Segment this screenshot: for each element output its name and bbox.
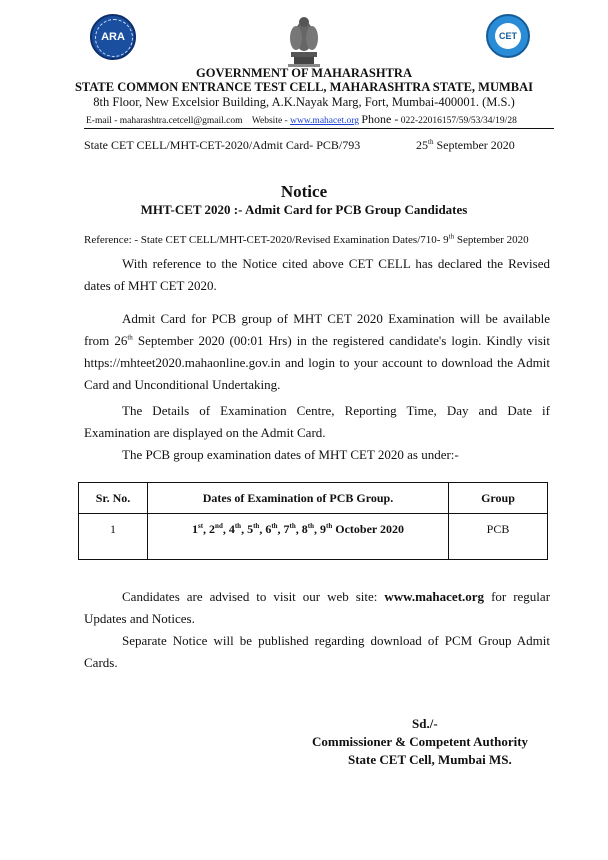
header-divider [84,128,554,129]
exam-dates-list [192,522,332,536]
website-link[interactable]: www.mahacet.org [290,116,359,126]
paragraph-2-text-b: September 2020 (00:01 Hrs) in the registered candidate's login. Kindly visit https://mhteet2020.mahaonline.gov.in and login to your account to download the Admit Card and Unconditional Undertaking. [84,333,550,392]
notice-subject: MHT-CET 2020 :- Admit Card for PCB Group Candidates [140,202,468,217]
issue-date [416,138,515,153]
ara-logo [90,14,136,60]
issue-date-day: 25 [416,138,428,152]
exam-month: October 2020 [335,522,405,536]
paragraph-5-text-a: Candidates are advised to visit our web site: [122,589,378,604]
contact-phone-label: Phone - [361,112,399,126]
reference-number: State CET CELL/MHT-CET-2020/Admit Card- PCB/793 [84,138,361,152]
cet-logo-text: CET [499,31,517,41]
paragraph-4 [84,444,550,466]
contact-email: E-mail - maharashtra.cetcell@gmail.com [86,116,243,126]
paragraph-2-suffix: th [127,333,133,342]
exam-date-item: 5th, [247,522,266,536]
contact-website-label: Website - [251,116,288,126]
cet-logo [486,14,530,58]
paragraph-1-text: With reference to the Notice cited above CET CELL has declared the Revised dates of MHT CET 2020. [84,256,550,293]
reference-suffix: th [448,232,455,241]
paragraph-6 [84,630,550,674]
exam-date-item: 7th, [283,522,302,536]
header-dates: Dates of Examination of PCB Group. [148,483,449,514]
signature-office: State CET Cell, Mumbai MS. [348,752,512,767]
exam-dates-table [78,482,548,560]
exam-date-item: 9th [320,522,333,536]
issue-date-suffix: th [428,138,434,146]
issue-date-month: September 2020 [436,138,515,152]
state-emblem-icon [281,12,327,68]
paragraph-6-text: Separate Notice will be published regarding download of PCM Group Admit Cards. [84,633,550,670]
cell-group: PCB [449,514,548,560]
letterhead-address: 8th Floor, New Excelsior Building, A.K.Nayak Marg, Fort, Mumbai-400001. (M.S.) [93,95,515,109]
notice-reference [84,234,529,246]
website-mention: www.mahacet.org [384,589,485,604]
paragraph-2-text-a: Admit Card for PCB group of MHT CET 2020 Examination will be available from 26 [84,311,550,348]
signature-authority: Commissioner & Competent Authority [312,734,529,749]
exam-date-item: 1st, [191,522,210,536]
cell-dates [148,514,449,560]
letterhead-government: GOVERNMENT OF MAHARASHTRA [196,66,412,80]
letterhead-organization: STATE COMMON ENTRANCE TEST CELL, MAHARASHTRA STATE, MUMBAI [74,80,534,94]
paragraph-3 [84,400,550,444]
reference-month: September 2020 [456,234,529,246]
paragraph-5 [84,586,550,630]
paragraph-5-text-b: for regular Updates and Notices. [84,589,551,626]
exam-date-item: 8th, [301,522,321,536]
paragraph-2 [84,308,550,396]
table-row [79,514,548,560]
signature-sd: Sd./- [412,716,438,731]
header-group: Group [449,483,548,514]
ara-logo-text: ARA [101,31,125,43]
notice-title: Notice [280,182,328,201]
exam-date-item: 4th, [228,522,248,536]
paragraph-4-text: The PCB group examination dates of MHT CET 2020 as under:- [122,447,459,462]
header-sr-no: Sr. No. [79,483,148,514]
paragraph-1 [84,253,550,297]
table-header-row [79,483,548,514]
contact-phone: 022-22016157/59/53/34/19/28 [400,116,517,126]
reference-prefix: Reference: - State CET CELL/MHT-CET-2020/Revised Examination Dates/710- 9 [84,234,449,246]
exam-date-item: 6th, [265,522,284,536]
exam-date-item: 2nd, [209,522,229,536]
cell-sr-no: 1 [79,514,148,560]
paragraph-3-text: The Details of Examination Centre, Reporting Time, Day and Date if Examination are displayed on the Admit Card. [84,403,550,440]
contact-line [86,112,517,127]
